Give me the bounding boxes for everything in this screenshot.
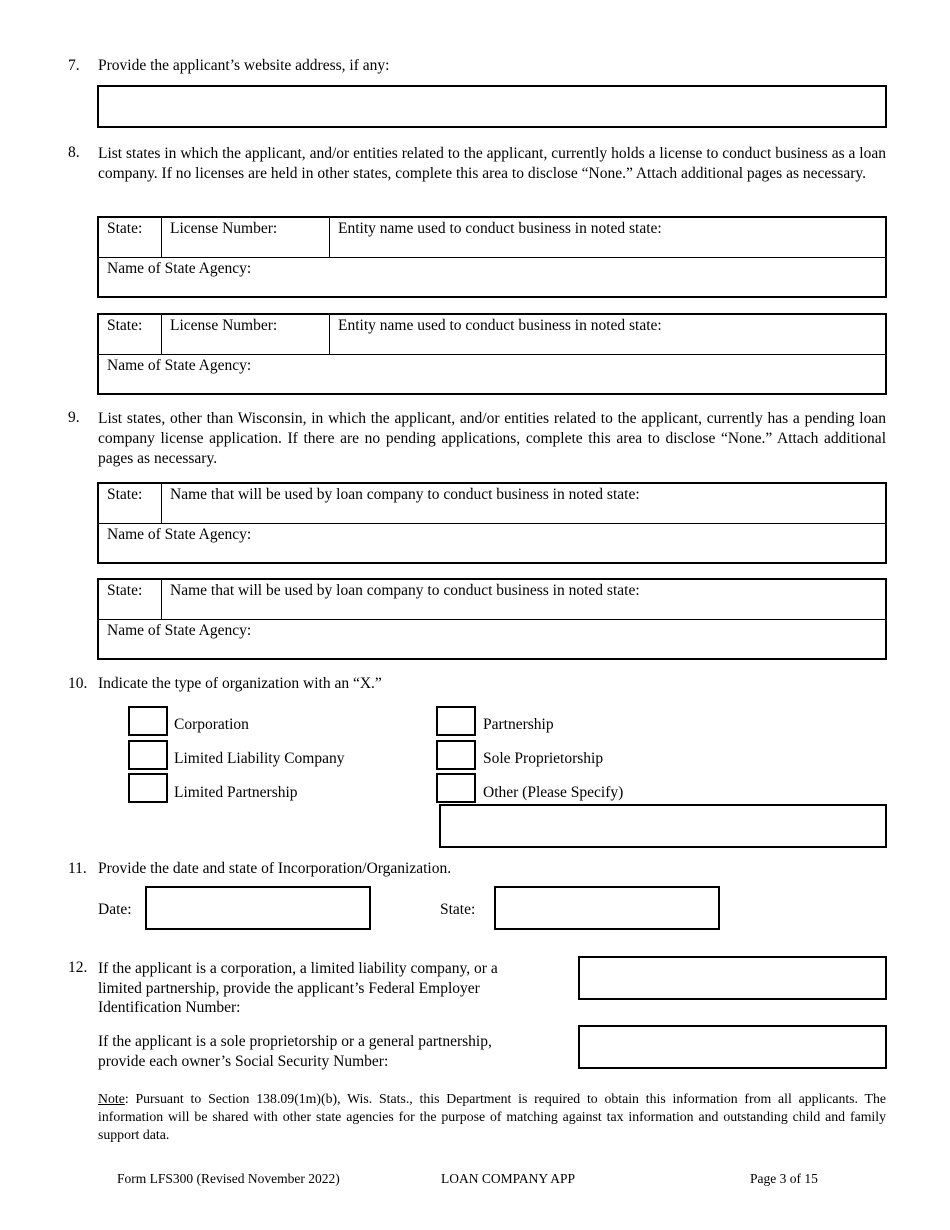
option-label: Limited Partnership [174, 784, 298, 801]
state-cell[interactable]: State: [99, 315, 162, 354]
state-agency-cell[interactable]: Name of State Agency: [107, 260, 252, 277]
question-number: 10. [68, 675, 88, 692]
state-agency-cell[interactable]: Name of State Agency: [107, 622, 252, 639]
license-number-cell[interactable]: License Number: [162, 315, 330, 354]
ssn-field[interactable] [578, 1025, 887, 1069]
footer-form-id: Form LFS300 (Revised November 2022) [117, 1171, 340, 1186]
business-name-cell[interactable]: Name that will be used by loan company to conduct business in noted state: [170, 486, 640, 503]
other-checkbox[interactable] [436, 773, 476, 803]
state-field[interactable] [494, 886, 720, 930]
date-label: Date: [98, 901, 132, 918]
question-number: 8. [68, 144, 80, 161]
note-label: Note [98, 1091, 125, 1106]
date-field[interactable] [145, 886, 371, 930]
fein-field[interactable] [578, 956, 887, 1000]
partnership-checkbox[interactable] [436, 706, 476, 736]
llc-checkbox[interactable] [128, 740, 168, 770]
other-specify-field[interactable] [439, 804, 887, 848]
note-text: : Pursuant to Section 138.09(1m)(b), Wis. Stats., this Department is required to obtain this information from all applicants. The information will be shared with other state agencies for the purpose of matching against tax information and outstanding child and family support data. [98, 1091, 886, 1142]
ssn-input[interactable] [580, 1027, 889, 1069]
other-specify-input[interactable] [441, 806, 889, 848]
limited-partnership-checkbox[interactable] [128, 773, 168, 803]
state-input[interactable] [496, 888, 722, 930]
date-input[interactable] [147, 888, 373, 930]
option-label: Other (Please Specify) [483, 784, 624, 801]
entity-name-cell[interactable]: Entity name used to conduct business in noted state: [338, 220, 662, 237]
privacy-note [98, 1090, 886, 1144]
license-table[interactable] [97, 313, 887, 395]
option-label: Partnership [483, 716, 554, 733]
option-label: Sole Proprietorship [483, 750, 604, 767]
question-text: List states in which the applicant, and/or entities related to the applicant, currently holds a license to conduct business as a loan company. If no licenses are held in other states, complete this area to disclose “None.” Attach additional pages as necessary. [98, 145, 886, 182]
website-input[interactable] [99, 87, 889, 128]
pending-table[interactable] [97, 482, 887, 564]
state-agency-cell[interactable]: Name of State Agency: [107, 357, 252, 374]
state-agency-cell[interactable]: Name of State Agency: [107, 526, 252, 543]
sole-proprietorship-checkbox[interactable] [436, 740, 476, 770]
state-cell[interactable]: State: [99, 218, 162, 257]
question-text: Indicate the type of organization with an “X.” [98, 675, 382, 692]
license-table[interactable] [97, 216, 887, 298]
entity-name-cell[interactable]: Entity name used to conduct business in noted state: [338, 317, 662, 334]
question-number: 7. [68, 57, 80, 74]
question-text: Provide the applicant’s website address, if any: [98, 57, 390, 74]
question-number: 9. [68, 409, 80, 426]
website-field[interactable] [97, 85, 887, 128]
fein-question-text: If the applicant is a corporation, a limited liability company, or a limited partnership, provide the applicant’s Federal Employer Identification Number: [98, 960, 498, 1016]
option-label: Corporation [174, 716, 249, 733]
fein-input[interactable] [580, 958, 889, 1000]
footer-title: LOAN COMPANY APP [441, 1171, 576, 1186]
pending-table[interactable] [97, 578, 887, 660]
question-number: 12. [68, 959, 88, 976]
question-text: Provide the date and state of Incorporation/Organization. [98, 860, 452, 877]
state-cell[interactable]: State: [99, 580, 162, 619]
ssn-question-text: If the applicant is a sole proprietorship or a general partnership, provide each owner’s Social Security Number: [98, 1033, 492, 1070]
option-label: Limited Liability Company [174, 750, 345, 767]
state-cell[interactable]: State: [99, 484, 162, 523]
corporation-checkbox[interactable] [128, 706, 168, 736]
question-number: 11. [68, 860, 87, 877]
business-name-cell[interactable]: Name that will be used by loan company to conduct business in noted state: [170, 582, 640, 599]
license-number-cell[interactable]: License Number: [162, 218, 330, 257]
footer-page-number: Page 3 of 15 [750, 1171, 818, 1186]
state-label: State: [440, 901, 476, 918]
question-text: List states, other than Wisconsin, in which the applicant, and/or entities related to the applicant, currently has a pending loan company license application. If there are no pending applications, complete this area to disclose “None.” Attach additional pages as necessary. [98, 410, 886, 467]
